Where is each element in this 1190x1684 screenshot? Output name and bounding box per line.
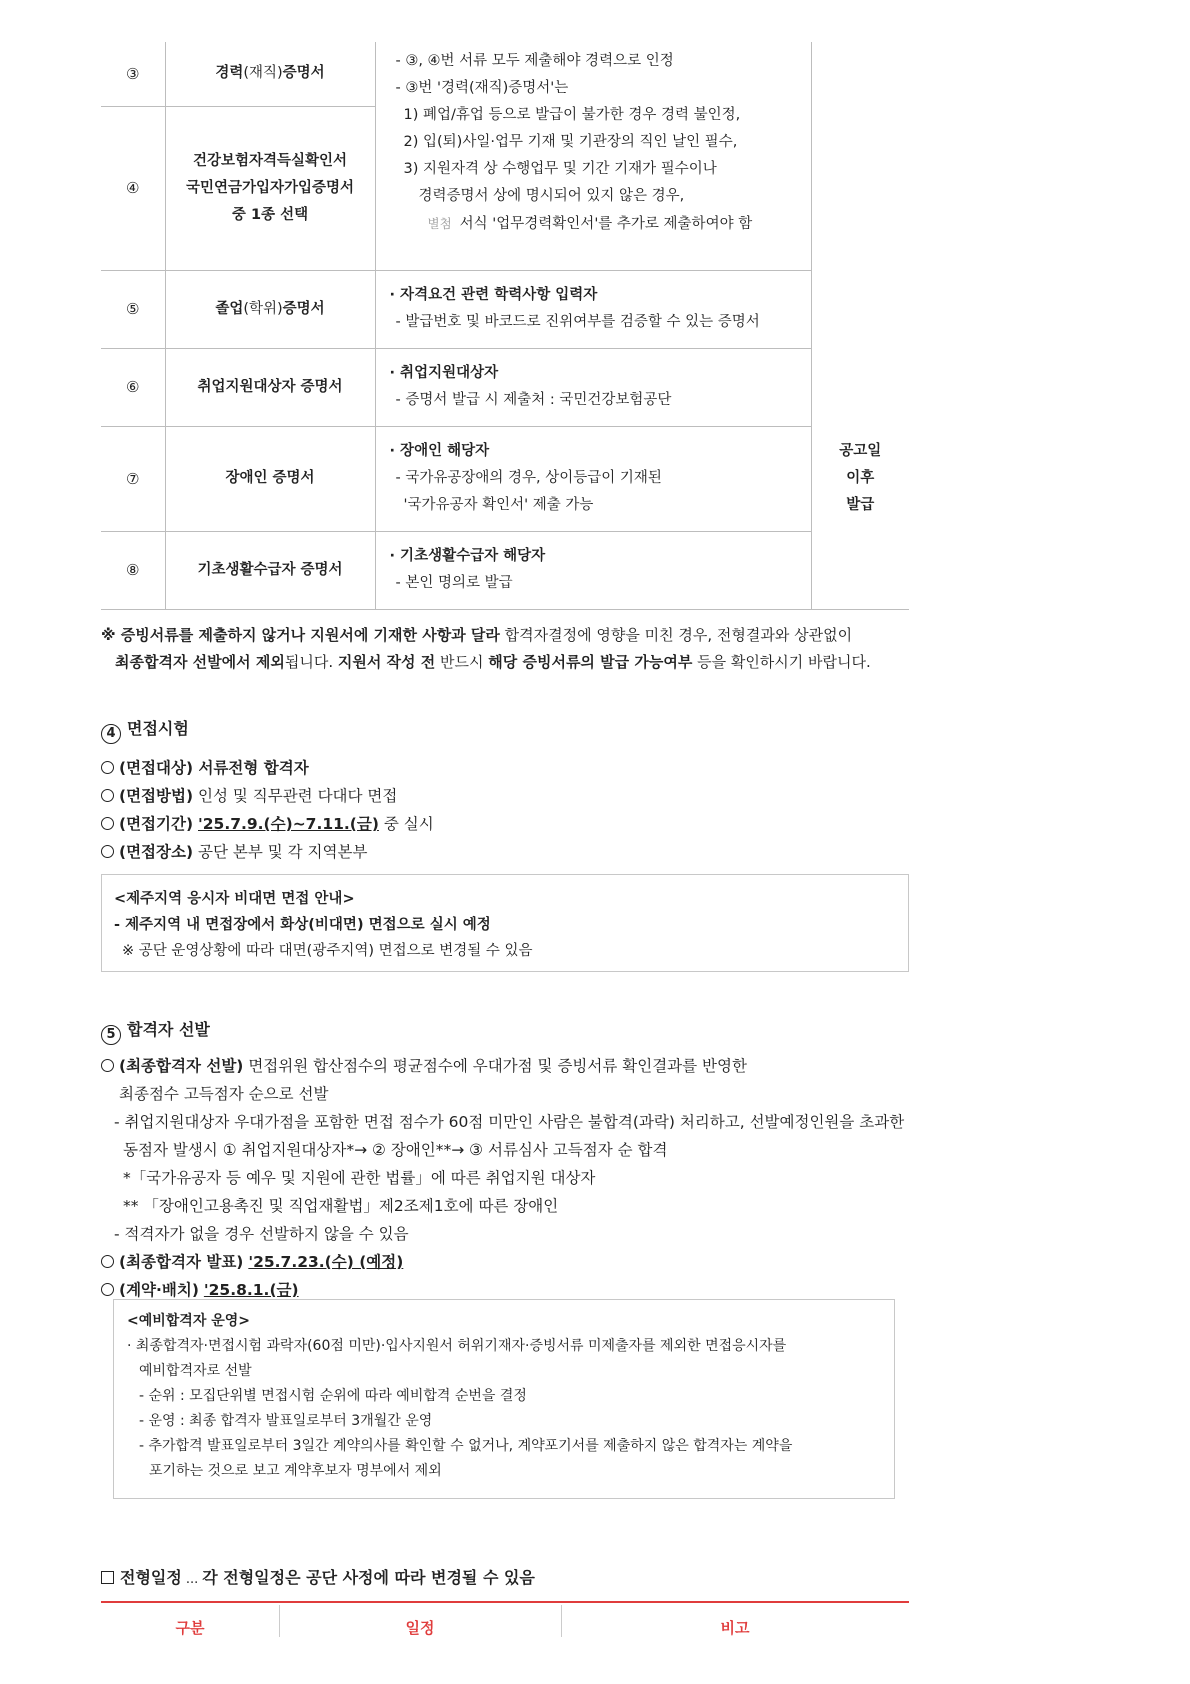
- table-row: [101, 531, 909, 609]
- desc-line: - ③, ④번 서류 모두 제출해야 경력으로 인정: [395, 53, 674, 69]
- desc-line: '국가유공자 확인서' 제출 가능: [403, 497, 594, 513]
- interview-section-title: 4 면접시험: [101, 716, 189, 744]
- circle-bullet-icon: [101, 1059, 114, 1072]
- side-empty: [811, 42, 909, 348]
- document-description: [375, 348, 811, 426]
- list-item: (면접방법) 인성 및 직무관련 다대다 면접: [101, 782, 921, 810]
- document-description: [375, 42, 811, 270]
- list-item: (면접기간) '25.7.9.(수)~7.11.(금) 중 실시: [101, 810, 921, 838]
- document-name: 취업지원대상자 증명서: [165, 348, 375, 426]
- row-number: ⑧: [101, 531, 165, 609]
- reserve-candidate-box: <예비합격자 운영> · 최종합격자·면접시험 과락자(60점 미만)·입사지원서 허위기재자·증빙서류 미제출자를 제외한 면접응시자를 예비합격자로 선발 - 순위 : 모집단위별 면접시험 순위에 따라 예비합격 순번을 결정 - 운영 : 최종 합격자 발표일로부터 3개월간 운영 - 추가합격 발표일로부터 3일간 계약의사를 확인할 수 없거나, 계약포기서를 제출하지 않은 합격자는 계약을 포기하는 것으로 보고 계약후보자 명부에서 제외: [113, 1299, 895, 1499]
- schedule-section-title: 전형일정 ... 각 전형일정은 공단 사정에 따라 변경될 수 있음: [101, 1565, 535, 1588]
- list-item: (최종합격자 선발) 면접위원 합산점수의 평균점수에 우대가점 및 증빙서류 확인결과를 반영한: [101, 1052, 921, 1080]
- section-number-badge: 4: [101, 724, 121, 744]
- desc-line: - 증명서 발급 시 제출처 : 국민건강보험공단: [395, 392, 672, 408]
- circle-bullet-icon: [101, 1283, 114, 1296]
- section-number-badge: 5: [101, 1025, 121, 1045]
- table-row: [101, 426, 909, 531]
- row-number: ③: [101, 42, 165, 106]
- selection-details: [101, 1052, 921, 1304]
- document-name: 졸업(학위)증명서: [165, 270, 375, 348]
- row-number: ④: [101, 106, 165, 270]
- issued-after-notice-label: 공고일 이후 발급: [811, 348, 909, 609]
- square-bullet-icon: [101, 1571, 114, 1584]
- desc-line: · 기초생활수급자 해당자: [389, 548, 546, 564]
- document-description: [375, 426, 811, 531]
- circle-bullet-icon: [101, 761, 114, 774]
- list-item-sub: - 적격자가 없을 경우 선발하지 않을 수 있음: [114, 1225, 409, 1243]
- document-name: 장애인 증명서: [165, 426, 375, 531]
- desc-line: · 장애인 해당자: [389, 443, 490, 459]
- document-name: 경력(재직)증명서: [165, 42, 375, 106]
- list-item-footnote: ** 「장애인고용촉진 및 직업재활법」제2조제1호에 따른 장애인: [123, 1197, 559, 1215]
- document-description: [375, 531, 811, 609]
- table-row: [101, 42, 909, 106]
- desc-line: 2) 입(퇴)사일·업무 기재 및 기관장의 직인 날인 필수,: [403, 134, 738, 150]
- required-documents-table: [101, 42, 909, 610]
- list-item: (면접장소) 공단 본부 및 각 지역본부: [101, 838, 921, 866]
- row-number: ⑥: [101, 348, 165, 426]
- circle-bullet-icon: [101, 817, 114, 830]
- cut-off-line: [390, 36, 811, 48]
- circle-bullet-icon: [101, 1255, 114, 1268]
- list-item: (면접대상) 서류전형 합격자: [101, 754, 921, 782]
- table-row: [101, 348, 909, 426]
- desc-line: - 국가유공장애의 경우, 상이등급이 기재된: [395, 470, 662, 486]
- list-item: (계약·배치) '25.8.1.(금): [101, 1276, 921, 1304]
- jeju-interview-notice-box: <제주지역 응시자 비대면 면접 안내> - 제주지역 내 면접장에서 화상(비대면) 면접으로 실시 예정 ※ 공단 운영상황에 따라 대면(광주지역) 면접으로 변경될 수 있음: [101, 874, 909, 972]
- list-item-sub: 동점자 발생시 ① 취업지원대상자*→ ② 장애인**→ ③ 서류심사 고득점자 순 합격: [123, 1141, 668, 1159]
- document-description: [375, 270, 811, 348]
- document-submission-note: [101, 622, 921, 676]
- column-header: 구분: [175, 1619, 205, 1637]
- circle-bullet-icon: [101, 845, 114, 858]
- column-header: 일정: [405, 1619, 435, 1637]
- list-item-continued: 최종점수 고득점자 순으로 선발: [119, 1085, 329, 1103]
- list-item: (최종합격자 발표) '25.7.23.(수) (예정): [101, 1248, 921, 1276]
- desc-line: - 발급번호 및 바코드로 진위여부를 검증할 수 있는 증명서: [395, 314, 760, 330]
- desc-line: - ③번 '경력(재직)증명서'는: [395, 80, 569, 96]
- column-header: 비고: [720, 1619, 750, 1637]
- selection-section-title: 5 합격자 선발: [101, 1017, 210, 1045]
- table-row: [101, 270, 909, 348]
- schedule-table-header: [101, 1601, 909, 1641]
- desc-line: · 자격요건 관련 학력사항 입력자: [389, 287, 598, 303]
- note-line-2: 최종합격자 선발에서 제외됩니다. 지원서 작성 전 반드시 해당 증빙서류의 발급 가능여부 등을 확인하시기 바랍니다.: [115, 653, 871, 671]
- list-item-footnote: *「국가유공자 등 예우 및 지원에 관한 법률」에 따른 취업지원 대상자: [123, 1169, 596, 1187]
- document-name: 기초생활수급자 증명서: [165, 531, 375, 609]
- desc-line: 별첨 서식 '업무경력확인서'를 추가로 제출하여야 함: [427, 216, 753, 232]
- attachment-tag: 별첨: [427, 216, 452, 231]
- desc-line: - 본인 명의로 발급: [395, 575, 513, 591]
- document-name: 건강보험자격득실확인서 국민연금가입자가입증명서 중 1종 선택: [165, 106, 375, 270]
- row-number: ⑤: [101, 270, 165, 348]
- circle-bullet-icon: [101, 789, 114, 802]
- desc-line: 3) 지원자격 상 수행업무 및 기간 기재가 필수이나: [403, 161, 717, 177]
- list-item-sub: - 취업지원대상자 우대가점을 포함한 면접 점수가 60점 미만인 사람은 불합격(과락) 처리하고, 선발예정인원을 초과한: [114, 1113, 905, 1131]
- desc-line: · 취업지원대상자: [389, 365, 499, 381]
- note-line-1: ※ 증빙서류를 제출하지 않거나 지원서에 기재한 사항과 달라 합격자결정에 영향을 미친 경우, 전형결과와 상관없이: [101, 626, 853, 644]
- desc-line: 1) 폐업/휴업 등으로 발급이 불가한 경우 경력 불인정,: [403, 107, 741, 123]
- row-number: ⑦: [101, 426, 165, 531]
- desc-line: 경력증명서 상에 명시되어 있지 않은 경우,: [418, 188, 685, 204]
- interview-details: [101, 754, 921, 866]
